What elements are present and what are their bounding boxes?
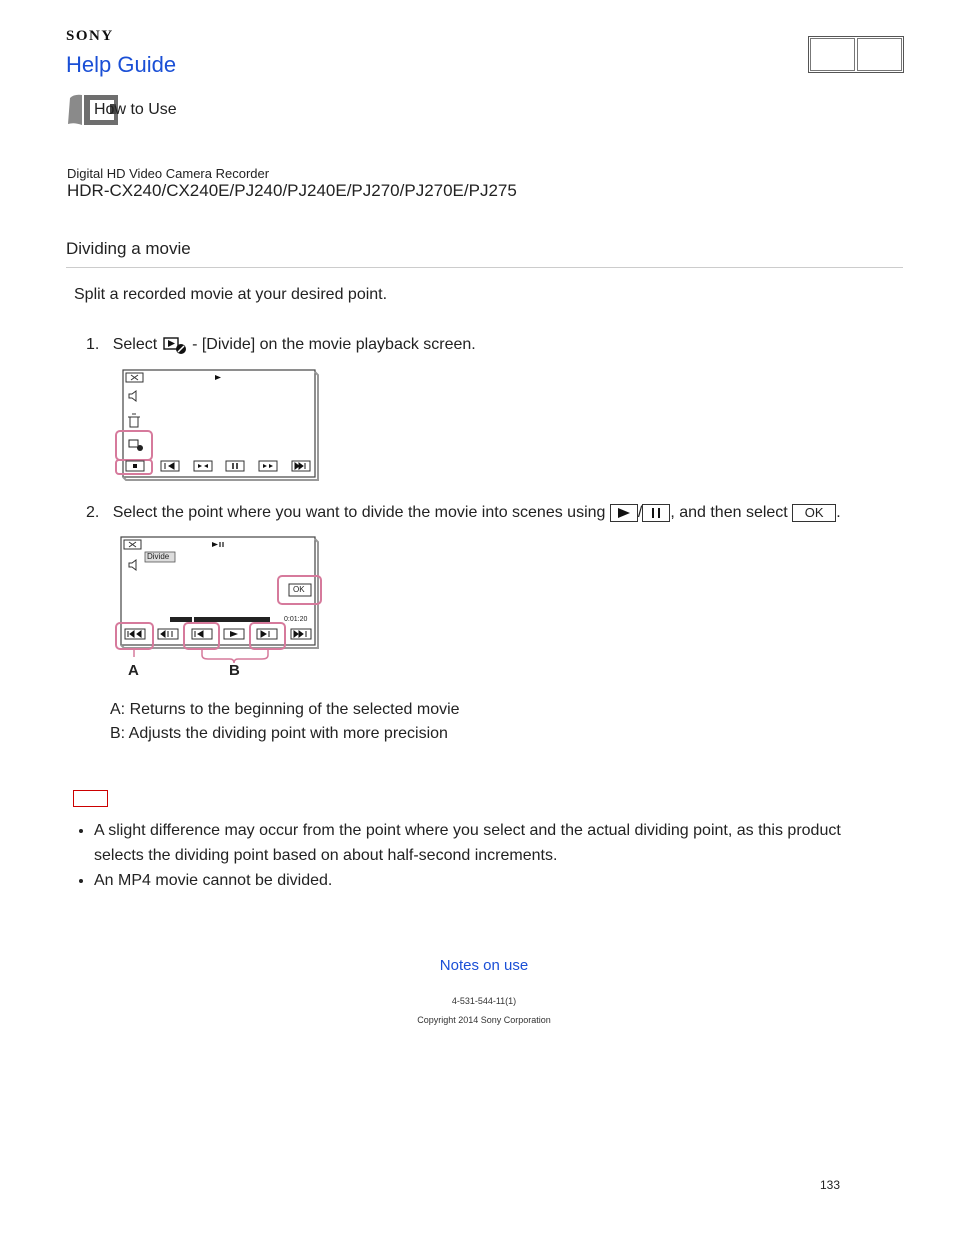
step-1-text-after: - [Divide] on the movie playback screen. (192, 336, 476, 354)
time-readout: 0:01:20 (284, 616, 308, 623)
step-2-text-middle: , and then select (670, 504, 788, 521)
note-item: • A slight difference may occur from the point where you select and the actual dividing point, as this product selects the dividing point based on about half-second increments. (94, 818, 894, 868)
step-2-end: . (836, 504, 841, 521)
notes-on-use-link[interactable]: Notes on use (439, 957, 529, 974)
product-models: HDR-CX240/CX240E/PJ240/PJ240E/PJ270/PJ270E/PJ275 (67, 181, 517, 200)
divide-screen-diagram (112, 533, 324, 681)
marker-b: B (229, 662, 240, 679)
note-marker (73, 790, 108, 807)
step-1 (86, 335, 476, 355)
playback-screen-diagram (114, 366, 319, 482)
label-b: B: Adjusts the dividing point with more precision (110, 725, 448, 742)
document-number: 4-531-544-11(1) (451, 996, 517, 1006)
marker-a: A (128, 662, 139, 679)
ok-label: OK (293, 585, 305, 594)
prev-page-button[interactable] (810, 38, 855, 71)
sony-logo: SONY (66, 28, 114, 44)
breadcrumb-how-to-use[interactable]: How to Use (94, 101, 177, 118)
page-title: Dividing a movie (66, 239, 191, 258)
product-subtitle: Digital HD Video Camera Recorder (67, 166, 270, 181)
next-page-button[interactable] (857, 38, 902, 71)
step-2-number: 2. (86, 504, 100, 521)
nav-buttons (808, 36, 904, 73)
note-item: • An MP4 movie cannot be divided. (94, 868, 894, 893)
step-2-text-before: Select the point where you want to divide the movie into scenes using (112, 504, 606, 521)
step-1-text-before: Select (112, 336, 158, 354)
step-1-number: 1. (86, 336, 100, 354)
play-button-icon (610, 504, 638, 522)
copyright: Copyright 2014 Sony Corporation (417, 1015, 551, 1025)
label-a: A: Returns to the beginning of the selected movie (110, 701, 460, 718)
step-2 (86, 503, 841, 523)
divide-label: Divide (147, 552, 170, 561)
divide-icon (162, 335, 188, 355)
ok-button-icon: OK (792, 504, 836, 522)
step-2-slash: / (637, 504, 643, 521)
notes-list (74, 818, 894, 893)
intro-text: Split a recorded movie at your desired point. (74, 286, 388, 303)
page-number: 133 (820, 1178, 841, 1192)
title-divider (66, 267, 903, 268)
help-guide-title[interactable]: Help Guide (66, 52, 177, 77)
pause-button-icon (642, 504, 670, 522)
